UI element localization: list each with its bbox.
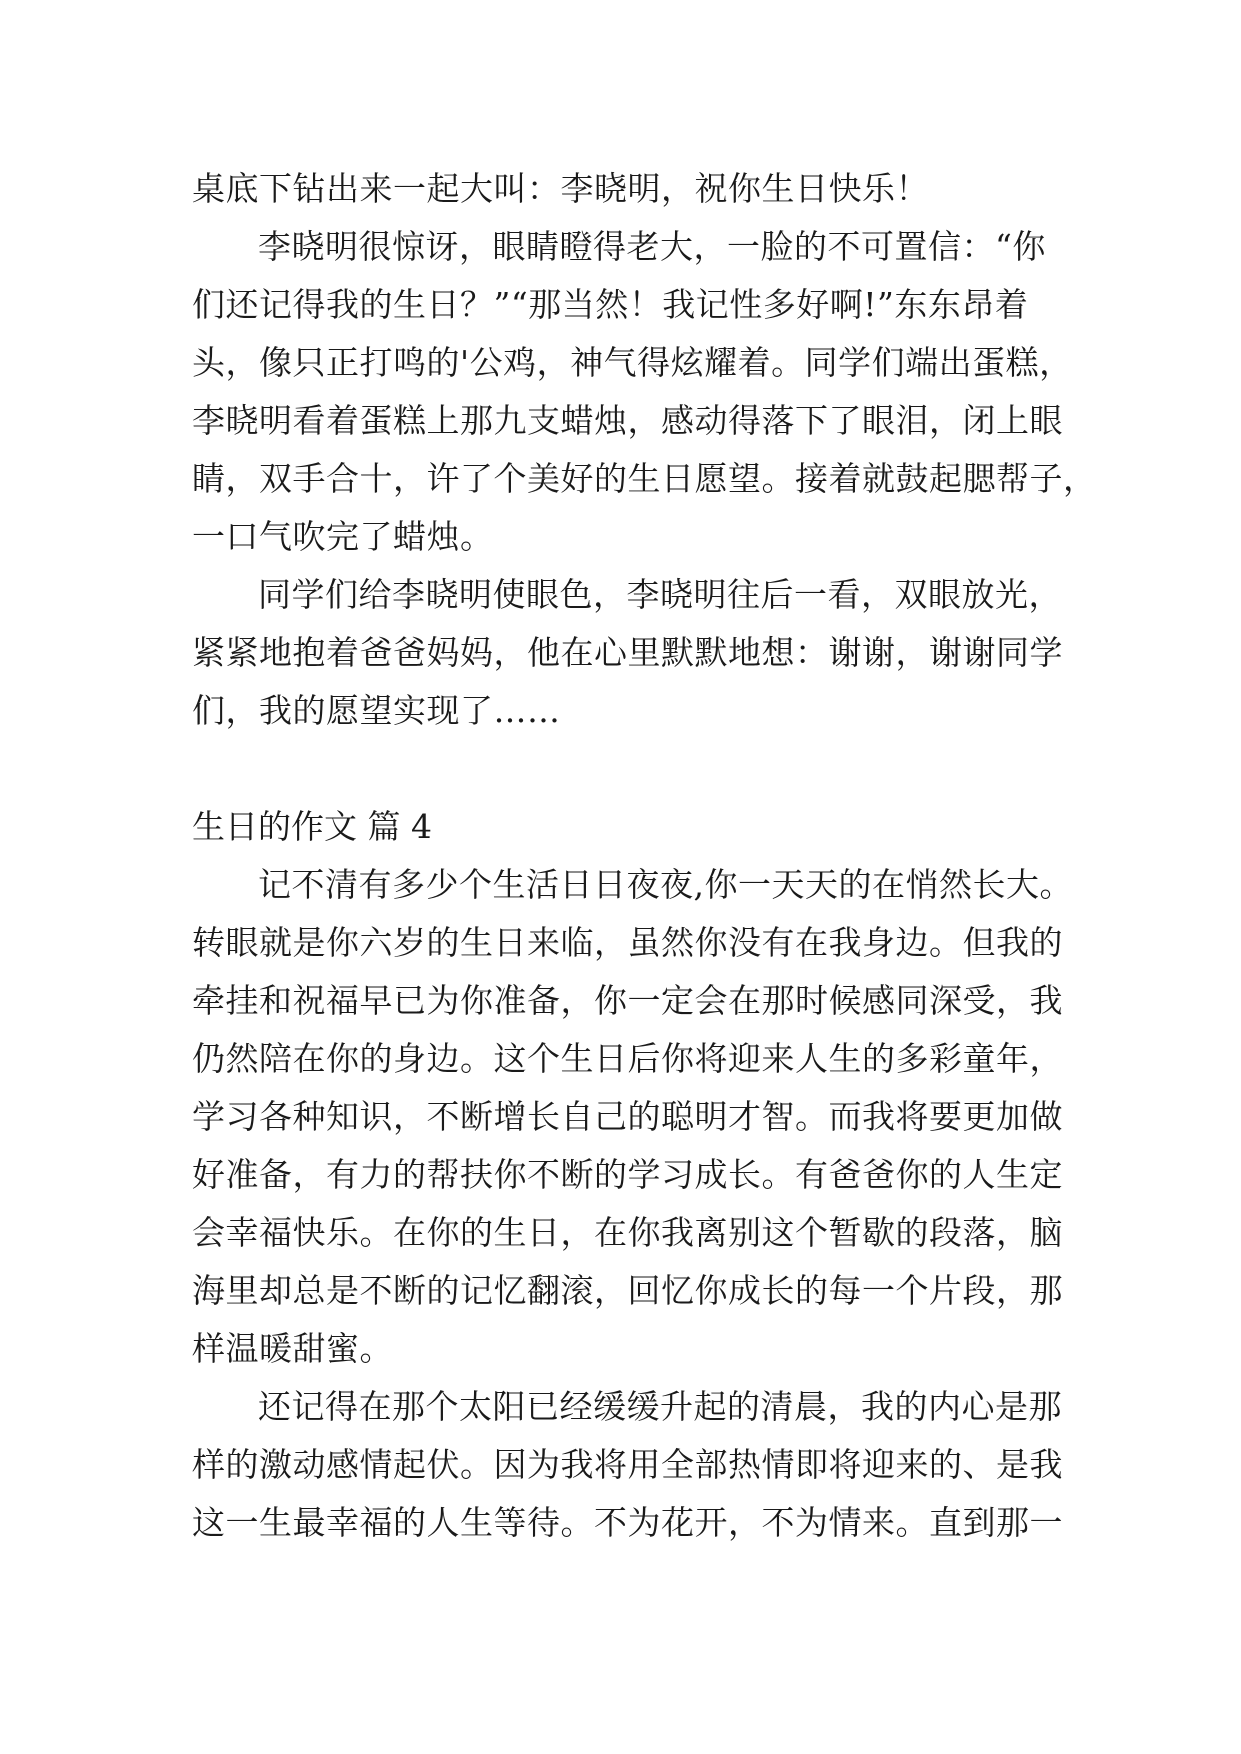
text-line: 李晓明很惊讶，眼睛瞪得老大，一脸的不可置信：“你 — [258, 227, 1046, 266]
paragraph — [192, 566, 1072, 740]
text-line: 牵挂和祝福早已为你准备，你一定会在那时候感同深受，我 — [192, 981, 1063, 1020]
text-line: 李晓明看着蛋糕上那九支蜡烛，感动得落下了眼泪，闭上眼 — [192, 401, 1063, 440]
text-line: 还记得在那个太阳已经缓缓升起的清晨，我的内心是那 — [258, 1387, 1062, 1426]
text-line: 样的激动感情起伏。因为我将用全部热情即将迎来的、是我 — [192, 1445, 1063, 1484]
text-line: 们还记得我的生日？”“那当然！我记性多好啊!”东东昂着 — [192, 285, 1029, 324]
text-line: 们，我的愿望实现了…… — [192, 691, 561, 730]
text-line: 桌底下钻出来一起大叫：李晓明，祝你生日快乐！ — [192, 169, 929, 208]
text-line: 海里却总是不断的记忆翻滚，回忆你成长的每一个片段，那 — [192, 1271, 1063, 1310]
text-line: 转眼就是你六岁的生日来临，虽然你没有在我身边。但我的 — [192, 923, 1063, 962]
paragraph — [192, 856, 1072, 1378]
text-line: 会幸福快乐。在你的生日，在你我离别这个暂歇的段落，脑 — [192, 1213, 1063, 1252]
paragraph — [192, 218, 1097, 566]
section-heading: 生日的作文 篇 4 — [192, 807, 432, 846]
document-page — [192, 160, 1097, 1552]
section-spacer — [192, 740, 1072, 798]
text-line: 紧紧地抱着爸爸妈妈，他在心里默默地想：谢谢，谢谢同学 — [192, 633, 1063, 672]
text-line: 好准备，有力的帮扶你不断的学习成长。有爸爸你的人生定 — [192, 1155, 1063, 1194]
paragraph — [192, 1378, 1072, 1552]
text-line: 学习各种知识，不断增长自己的聪明才智。而我将要更加做 — [192, 1097, 1063, 1136]
text-line: 一口气吹完了蜡烛。 — [192, 517, 494, 556]
text-line: 同学们给李晓明使眼色，李晓明往后一看，双眼放光， — [258, 575, 1062, 614]
text-line: 样温暖甜蜜。 — [192, 1329, 393, 1368]
text-line: 睛，双手合十，许了个美好的生日愿望。接着就鼓起腮帮子， — [192, 459, 1097, 498]
text-line: 头，像只正打鸣的'公鸡，神气得炫耀着。同学们端出蛋糕， — [192, 343, 1073, 382]
text-line: 仍然陪在你的身边。这个生日后你将迎来人生的多彩童年， — [192, 1039, 1063, 1078]
paragraph-continued — [192, 160, 1072, 218]
text-line: 这一生最幸福的人生等待。不为花开，不为情来。直到那一 — [192, 1503, 1063, 1542]
text-line: 记不清有多少个生活日日夜夜,你一天天的在悄然长大。 — [258, 865, 1073, 904]
